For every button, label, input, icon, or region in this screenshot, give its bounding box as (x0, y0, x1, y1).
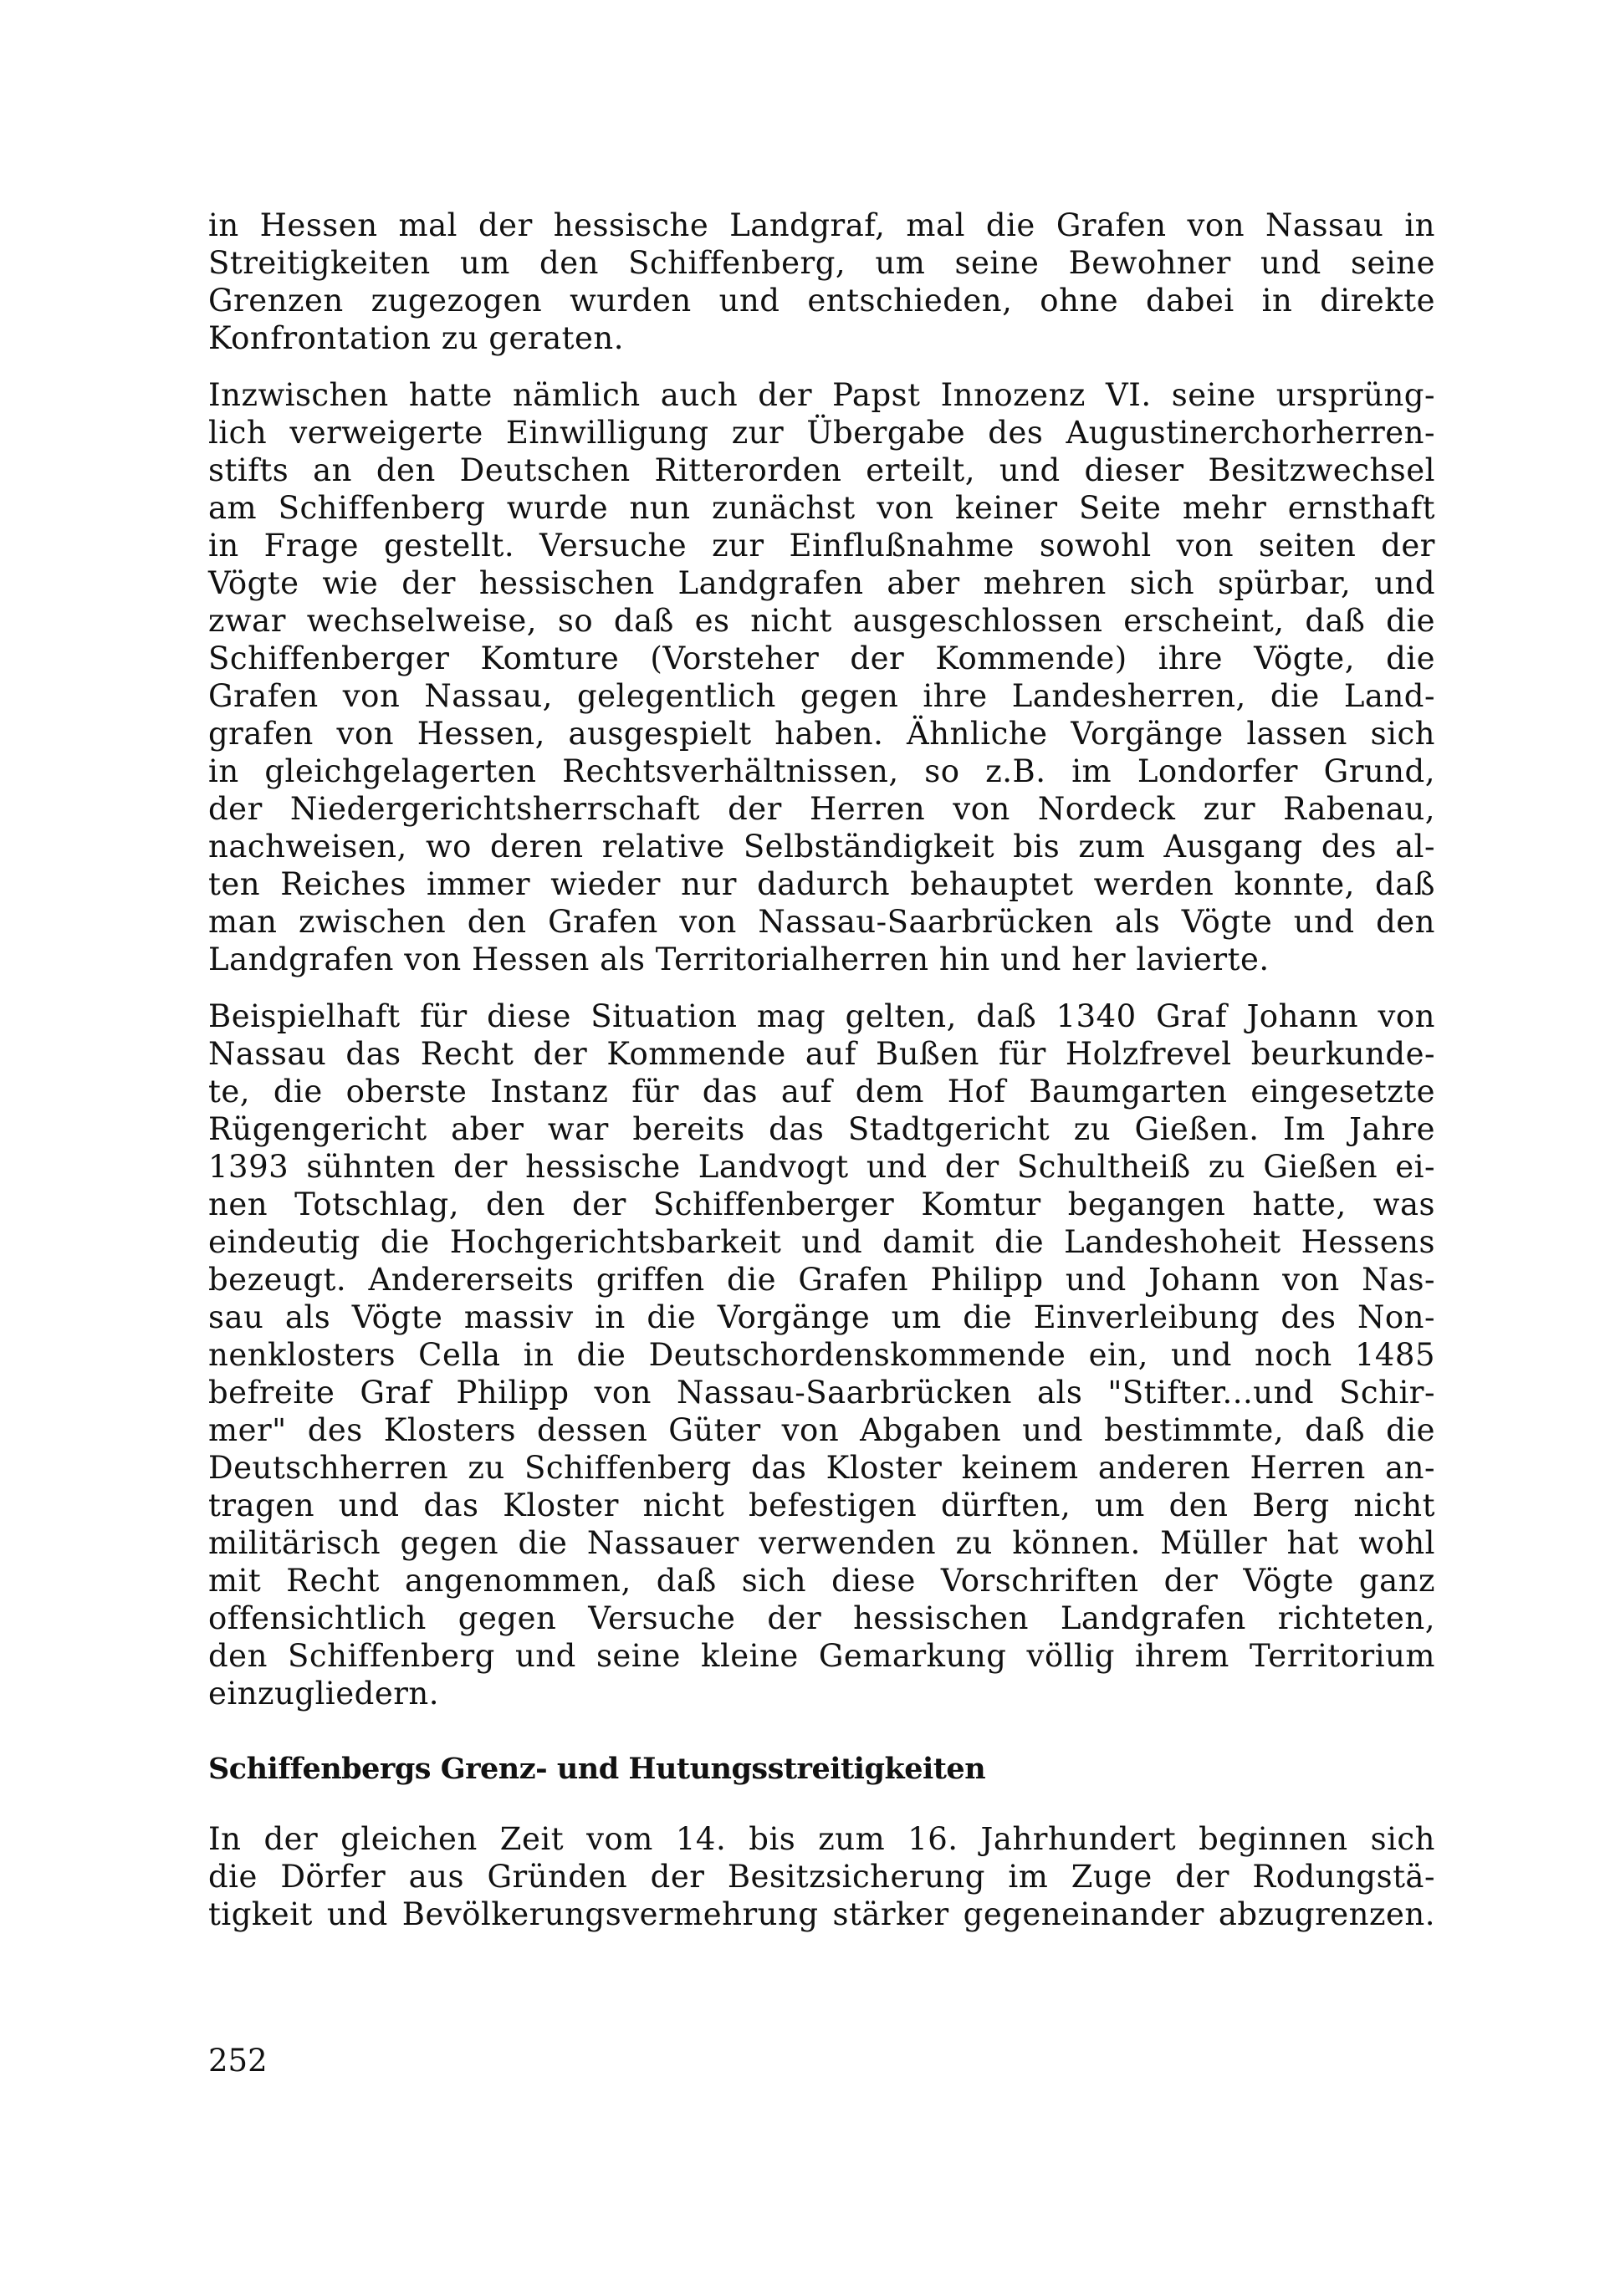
text-line: am Schiffenberg wurde nun zunächst von keiner Seite mehr ernsthaft (208, 490, 1435, 526)
page-number: 252 (208, 2043, 268, 2079)
text-line: grafen von Hessen, ausgespielt haben. Ähnliche Vorgänge lassen sich (208, 716, 1435, 752)
text-line: nen Totschlag, den der Schiffenberger Komtur begangen hatte, was (208, 1186, 1435, 1222)
text-line: die Dörfer aus Gründen der Besitzsicherung im Zuge der Rodungstä- (208, 1859, 1435, 1895)
text-line: einzugliedern. (208, 1676, 439, 1712)
text-line: eindeutig die Hochgerichtsbarkeit und damit die Landeshoheit Hessens (208, 1224, 1435, 1260)
text-line: in Hessen mal der hessische Landgraf, mal die Grafen von Nassau in (208, 207, 1435, 243)
text-line: Konfrontation zu geraten. (208, 320, 625, 356)
text-line: Vögte wie der hessischen Landgrafen aber mehren sich spürbar, und (208, 565, 1435, 601)
text-line: in Frage gestellt. Versuche zur Einflußnahme sowohl von seiten der (208, 528, 1435, 564)
text-line: militärisch gegen die Nassauer verwenden zu können. Müller hat wohl (208, 1525, 1435, 1561)
text-line: tragen und das Kloster nicht befestigen dürften, um den Berg nicht (208, 1487, 1435, 1523)
text-line: in gleichgelagerten Rechtsverhältnissen, so z.B. im Londorfer Grund, (208, 753, 1435, 789)
text-line: te, die oberste Instanz für das auf dem Hof Baumgarten eingesetzte (208, 1074, 1435, 1110)
text-line: Deutschherren zu Schiffenberg das Kloster keinem anderen Herren an- (208, 1450, 1435, 1486)
text-line: bezeugt. Andererseits griffen die Grafen Philipp und Johann von Nas- (208, 1262, 1435, 1298)
text-line: Grafen von Nassau, gelegentlich gegen ihre Landesherren, die Land- (208, 678, 1435, 714)
text-line: nenklosters Cella in die Deutschordenskommende ein, und noch 1485 (208, 1337, 1435, 1373)
text-line: befreite Graf Philipp von Nassau-Saarbrücken als "Stifter...und Schir- (208, 1375, 1435, 1411)
text-line: man zwischen den Grafen von Nassau-Saarbrücken als Vögte und den (208, 904, 1435, 940)
text-line: Landgrafen von Hessen als Territorialherren hin und her lavierte. (208, 941, 1270, 977)
text-line: mit Recht angenommen, daß sich diese Vorschriften der Vögte ganz (208, 1563, 1435, 1599)
text-line: 1393 sühnten der hessische Landvogt und der Schultheiß zu Gießen ei- (208, 1149, 1435, 1185)
paragraph-4 (208, 1820, 1435, 1933)
text-line: tigkeit und Bevölkerungsvermehrung stärker gegeneinander abzugrenzen. (208, 1896, 1435, 1932)
text-line: stifts an den Deutschen Ritterorden erteilt, und dieser Besitzwechsel (208, 452, 1435, 488)
text-line: ten Reiches immer wieder nur dadurch behauptet werden konnte, daß (208, 866, 1435, 902)
text-line: offensichtlich gegen Versuche der hessischen Landgrafen richteten, (208, 1600, 1435, 1636)
text-line: Grenzen zugezogen wurden und entschieden, ohne dabei in direkte (208, 283, 1435, 319)
paragraph-2 (208, 376, 1435, 978)
text-line: nachweisen, wo deren relative Selbständigkeit bis zum Ausgang des al- (208, 829, 1435, 865)
paragraph-3 (208, 997, 1435, 1712)
text-line: den Schiffenberg und seine kleine Gemarkung völlig ihrem Territorium (208, 1638, 1435, 1674)
text-line: lich verweigerte Einwilligung zur Übergabe des Augustinerchorherren- (208, 415, 1435, 451)
text-line: zwar wechselweise, so daß es nicht ausgeschlossen erscheint, daß die (208, 603, 1435, 639)
text-line: Rügengericht aber war bereits das Stadtgericht zu Gießen. Im Jahre (208, 1111, 1435, 1147)
text-line: sau als Vögte massiv in die Vorgänge um die Einverleibung des Non- (208, 1299, 1435, 1335)
section-heading: Schiffenbergs Grenz- und Hutungsstreitigkeiten (208, 1752, 986, 1786)
paragraph-1 (208, 207, 1435, 357)
text-line: Streitigkeiten um den Schiffenberg, um seine Bewohner und seine (208, 245, 1435, 281)
text-line: In der gleichen Zeit vom 14. bis zum 16. Jahrhundert beginnen sich (208, 1821, 1435, 1857)
text-line: Beispielhaft für diese Situation mag gelten, daß 1340 Graf Johann von (208, 998, 1435, 1034)
text-line: der Niedergerichtsherrschaft der Herren von Nordeck zur Rabenau, (208, 791, 1435, 827)
text-line: Schiffenberger Komture (Vorsteher der Kommende) ihre Vögte, die (208, 640, 1435, 676)
text-line: Inzwischen hatte nämlich auch der Papst Innozenz VI. seine ursprüng- (208, 377, 1435, 413)
text-line: Nassau das Recht der Kommende auf Bußen für Holzfrevel beurkunde- (208, 1036, 1435, 1072)
text-line: mer" des Klosters dessen Güter von Abgaben und bestimmte, daß die (208, 1412, 1435, 1448)
